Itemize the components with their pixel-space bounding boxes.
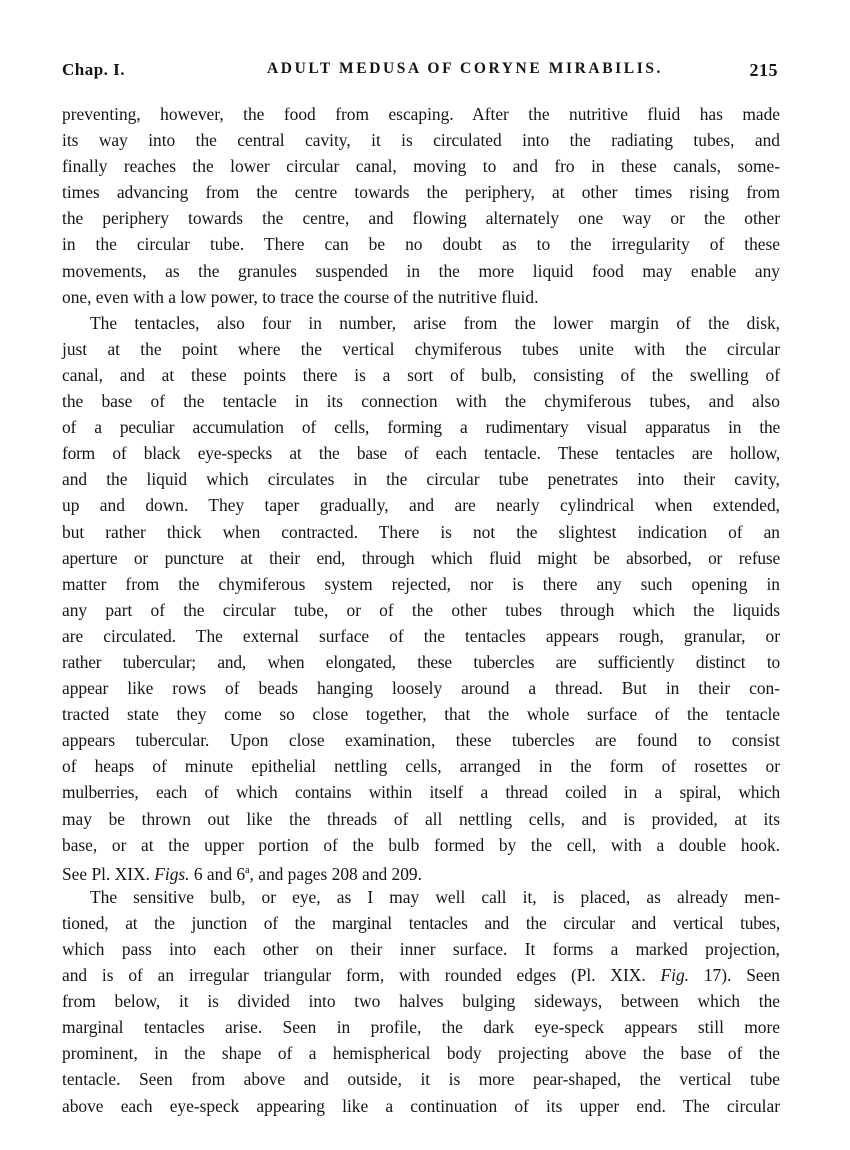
text-line: its way into the central cavity, it is circulated into the radiating tubes, and [62, 130, 780, 151]
text-line-figure-reference [62, 962, 780, 988]
text-line: one, even with a low power, to trace the course of the nutritive fluid. [62, 286, 539, 307]
text-line: canal, and at these points there is a sort of bulb, consisting of the swelling of [62, 364, 780, 385]
text-fragment: 6 and 6 [189, 863, 246, 884]
text-line: any part of the circular tube, or of the other tubes through which the liquids [62, 599, 780, 620]
text-line-figure-reference [62, 858, 780, 884]
text-line: and the liquid which circulates in the circular tube penetrates into their cavity, [62, 469, 780, 490]
page-number: 215 [749, 60, 778, 80]
body-text [62, 101, 780, 1119]
chapter-label: Chap. I. [62, 60, 126, 79]
fig-label: Fig. [660, 965, 690, 986]
text-line: are circulated. The external surface of the tentacles appears rough, granular, or [62, 625, 780, 646]
text-line: from below, it is divided into two halves bulging sideways, between which the [62, 991, 780, 1012]
text-fragment: See Pl. XIX. [62, 863, 155, 884]
text-line: may be thrown out like the threads of all nettling cells, and is provided, at its [62, 808, 780, 829]
text-line: marginal tentacles arise. Seen in profile, the dark eye-speck appears still more [62, 1017, 780, 1038]
text-line: tracted state they come so close together, that the whole surface of the tentacle [62, 704, 780, 725]
text-line: up and down. They taper gradually, and are nearly cylindrical when extended, [62, 495, 780, 516]
superscript: a [245, 864, 250, 876]
text-line: the base of the tentacle in its connection with the chymiferous tubes, and also [62, 391, 780, 412]
text-line: but rather thick when contracted. There is not the slightest indication of an [62, 521, 780, 542]
text-line: form of black eye-specks at the base of each tentacle. These tentacles are hollow, [62, 443, 780, 464]
paragraph-start-line: The sensitive bulb, or eye, as I may well call it, is placed, as already men- [90, 886, 780, 907]
text-line: appears tubercular. Upon close examination, these tubercles are found to consist [62, 730, 780, 751]
text-line: preventing, however, the food from escaping. After the nutritive fluid has made [62, 104, 780, 124]
text-line: rather tubercular; and, when elongated, these tubercles are sufficiently distinct to [62, 651, 780, 672]
text-line: tentacle. Seen from above and outside, it is more pear-shaped, the vertical tube [62, 1069, 780, 1090]
figs-label: Figs. [154, 863, 190, 884]
text-line: mulberries, each of which contains within itself a thread coiled in a spiral, which [62, 782, 780, 803]
text-line: tioned, at the junction of the marginal tentacles and the circular and vertical tubes, [62, 912, 780, 933]
text-line: of heaps of minute epithelial nettling cells, arranged in the form of rosettes or [62, 756, 780, 777]
text-line: of a peculiar accumulation of cells, forming a rudimentary visual apparatus in the [62, 417, 780, 438]
text-line: just at the point where the vertical chymiferous tubes unite with the circular [62, 338, 780, 359]
text-line: the periphery towards the centre, and flowing alternately one way or the other [62, 208, 780, 229]
text-line: in the circular tube. There can be no doubt as to the irregularity of these [62, 234, 780, 255]
text-line: which pass into each other on their inner surface. It forms a marked projection, [62, 939, 780, 959]
text-line: aperture or puncture at their end, through which fluid might be absorbed, or refuse [62, 547, 780, 568]
text-line: base, or at the upper portion of the bulb formed by the cell, with a double hook. [62, 834, 780, 855]
text-line: prominent, in the shape of a hemispherical body projecting above the base of the [62, 1043, 780, 1064]
running-header [62, 60, 782, 86]
text-line: matter from the chymiferous system rejected, nor is there any such opening in [62, 573, 780, 594]
text-line: above each eye-speck appearing like a continuation of its upper end. The circular [62, 1095, 780, 1116]
text-fragment: 17). Seen [689, 965, 780, 986]
text-line: times advancing from the centre towards the periphery, at other times rising from [62, 182, 780, 203]
text-line: finally reaches the lower circular canal, moving to and fro in these canals, some- [62, 156, 780, 177]
paragraph-start-line: The tentacles, also four in number, arise from the lower margin of the disk, [90, 312, 780, 333]
text-fragment: , and pages 208 and 209. [249, 863, 422, 884]
text-fragment: and is of an irregular triangular form, with rounded edges (Pl. XIX. [62, 965, 661, 986]
text-line: appear like rows of beads hanging loosely around a thread. But in their con- [62, 678, 780, 699]
text-line: movements, as the granules suspended in the more liquid food may enable any [62, 260, 780, 281]
running-title: ADULT MEDUSA OF CORYNE MIRABILIS. [267, 60, 664, 77]
